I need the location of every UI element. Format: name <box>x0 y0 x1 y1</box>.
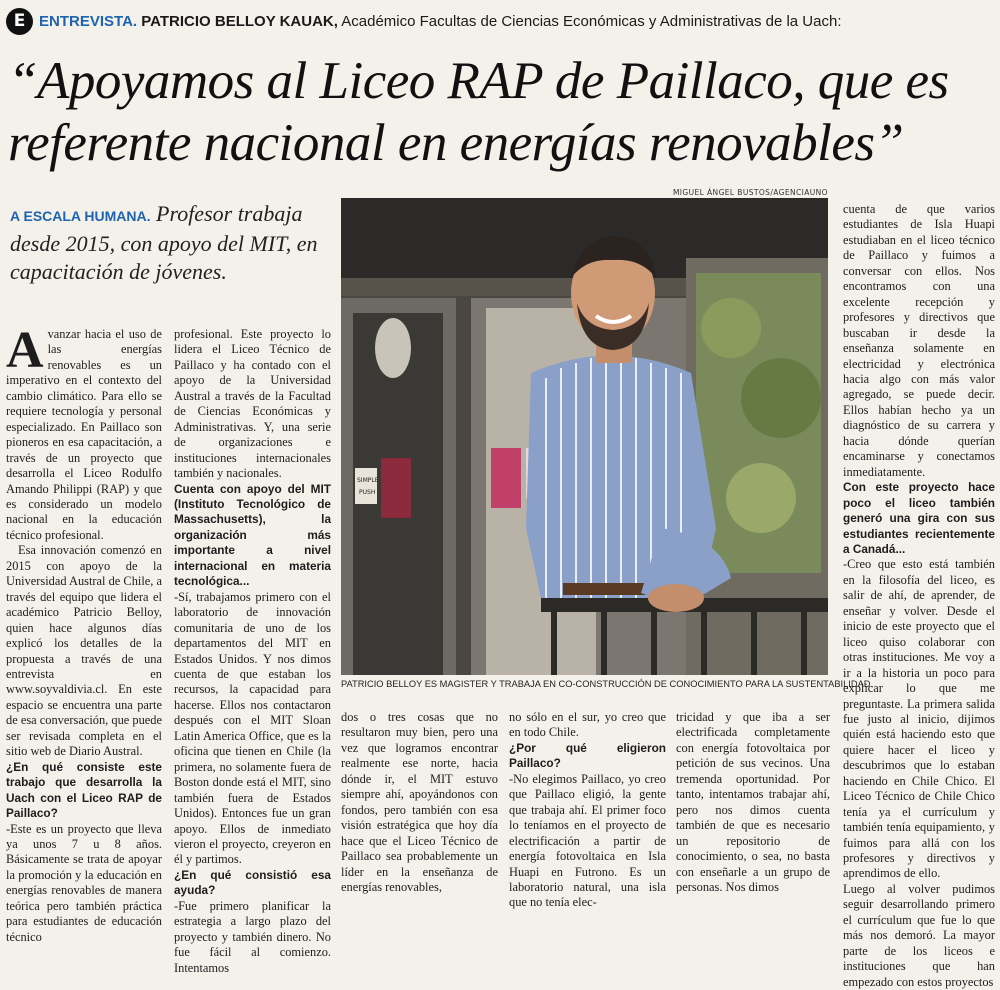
photo-credit: MIGUEL ÁNGEL BUSTOS/AGENCIAUNO <box>672 188 828 197</box>
answer-continued: Luego al volver pudimos seguir desarrollando primero el currículum que fue lo que más nos demoró. La mayor parte de los liceos e instituciones que han empezado con estos proyectos <box>843 881 995 989</box>
deck-text: Profesor trabaja desde 2015, con apoyo del MIT, en capacitación de jóvenes. <box>10 201 318 284</box>
question: Con este proyecto hace poco el liceo también generó una gira con sus estudiantes recientemente a Canadá... <box>843 480 995 556</box>
drop-cap: A <box>6 322 44 379</box>
text-column-4 <box>509 710 666 911</box>
paragraph: profesional. Este proyecto lo lidera el Liceo Técnico de Paillaco y ha contado con el apoyo de la Universidad Austral a través de la Facultad de Ciencias Económicas y Administrativas. Y, una serie de organizaciones e instituciones internacionales también y nacionales. <box>174 327 331 481</box>
answer: -No elegimos Paillaco, yo creo que Paillaco eligió, la gente que trabaja ahí. El primer foco lo teníamos en el proyecto de electrificación a partir de energía fotovoltaica en Isla Huapi en Futrono. Es un laboratorio natural, una isla que no tenía elec- <box>509 771 666 910</box>
question: ¿En qué consiste este trabajo que desarrolla la Uach con el Liceo RAP de Paillaco? <box>6 759 162 821</box>
paragraph: cuenta de que varios estudiantes de Isla Huapi estudiaban en el liceo técnico de Paillaco y fuimos a conversar con ellos. Nos encontramos con una excelente recepción y profesores y directivos que buscaban ir desde la enseñanza solamente en electricidad y electrónica hacia algo con más valor agregado, se puede decir. Ellos habían hecho ya un diagnóstico de su carrera y hacia dónde querían encaminarse y conectamos inmediatamente. <box>843 202 995 479</box>
rubric-line <box>39 13 842 30</box>
rubric-bar <box>6 6 996 36</box>
section-label: ENTREVISTA. <box>39 12 138 30</box>
question: ¿Por qué eligieron Paillaco? <box>509 740 666 771</box>
photo-caption: PATRICIO BELLOY ES MAGISTER Y TRABAJA EN CO-CONSTRUCCIÓN DE CONOCIMIENTO PARA LA SUSTENTABILIDAD. <box>341 679 874 689</box>
interviewee-name: PATRICIO BELLOY KAUAK, <box>141 12 338 30</box>
headline: “Apoyamos al Liceo RAP de Paillaco, que es referente nacional en energías renovables” <box>8 52 949 172</box>
door-sign-push: PUSH <box>359 489 376 496</box>
question: ¿En qué consistió esa ayuda? <box>174 867 331 898</box>
text-column-3 <box>341 710 498 895</box>
paragraph: Esa innovación comenzó en 2015 con apoyo de la Universidad Austral de Chile, a través del equipo que lidera el académico Patricio Belloy, quien hace algunos días explicó los detalles de la propuesta a través de una entrevista en www.soyvaldivia.cl. En este espacio se encuentra una parte de esa conversación, que puede ser revisada completa en el sitio web de Diario Austral. <box>6 543 162 759</box>
answer: -Creo que esto está también en la filosofía del liceo, es salir de ahí, de aprender, de enseñar y volver. Desde el inicio de este proyecto que el liceo quiso colaborar con otras instituciones. Me voy a ir a la historia un poco para explicar lo que me preguntaste. La primera salida fue justo al inicio, dijimos quién está haciendo esto que quiere hacer el liceo y descubrimos que lo estaban haciendo en Chile Chico. El Liceo Técnico de Chile Chico tenía ya el currículum y también tenía equipamiento, y fuimos para allá con los profesores y directivos y aprendimos de ello. <box>843 557 995 881</box>
paragraph: tricidad y que iba a ser electrificada completamente con energía fotovoltaica por petición de sus vecinos. Una tremenda oportunidad. Por tanto, intentamos trabajar ahí, pero nos dimos cuenta también de que es necesario un repositorio de conocimiento, o sea, no basta con enseñarle a un grupo de personas. Nos dimos <box>676 710 830 894</box>
photo <box>341 198 828 675</box>
deck-kicker: A ESCALA HUMANA. <box>10 208 151 224</box>
paragraph: dos o tres cosas que no resultaron muy bien, pero una vez que logramos encontrar realmente ese norte, hacia dónde ir, el MIT estuvo siempre ahí, apoyándonos con fondos, pero también con esa visión estratégica que hoy día hace que el Liceo Técnico de Paillaco sea probablemente un líder en la enseñanza de energías renovables, <box>341 710 498 894</box>
answer: -Sí, trabajamos primero con el laboratorio de innovación comunitaria de uno de los departamentos del MIT en Estados Unidos. Y nos dimos cuenta de que estaban los recursos, la capacidad para hacerse. Ellos nos contactaron después con el MIT Sloan Latin America Office, que es la oficina que tienen en Chile (la primera, no solamente fuera de Boston donde está el MIT, sino también fuera de Estados Unidos). Entonces fue un gran apoyo. Ellos de inmediato vieron el proyecto, creyeron en él y partimos. <box>174 589 331 867</box>
door-sign-simple: SIMPLE <box>357 477 379 484</box>
lead-paragraph <box>6 322 162 543</box>
portrait-illustration <box>341 198 828 675</box>
deck <box>10 200 330 286</box>
section-badge: E <box>6 8 33 35</box>
text-column-5 <box>676 710 830 895</box>
paragraph: no sólo en el sur, yo creo que en todo Chile. <box>509 710 666 740</box>
text-column-2 <box>174 327 331 976</box>
text-column-6 <box>843 202 995 990</box>
answer: -Fue primero planificar la estrategia a largo plazo del proyecto y también dinero. No fue fácil al comienzo. Intentamos <box>174 898 331 975</box>
question: Cuenta con apoyo del MIT (Instituto Tecnológico de Massachusetts), la organización más importante a nivel internacional en materia tecnológica... <box>174 481 331 589</box>
lead-text: vanzar hacia el uso de las energías renovables es un imperativo en el contexto del cambio climático. Para ello se requiere tecnología y personal especializado. En Paillaco son pioneros en esa capacitación, a través de un proyecto que desarrolla el Liceo Rodulfo Amando Philippi (RAP) y que es considerado un modelo nacional en la educación técnico profesional. <box>6 327 162 542</box>
interviewee-role: Académico Facultas de Ciencias Económicas y Administrativas de la Uach: <box>341 12 842 30</box>
text-column-1 <box>6 322 162 945</box>
answer: -Este es un proyecto que lleva ya unos 7 u 8 años. Básicamente se trata de apoyar la promoción y la educación en energías renovables de manera teórica pero también práctica para estudiantes de educación técnico <box>6 821 162 944</box>
